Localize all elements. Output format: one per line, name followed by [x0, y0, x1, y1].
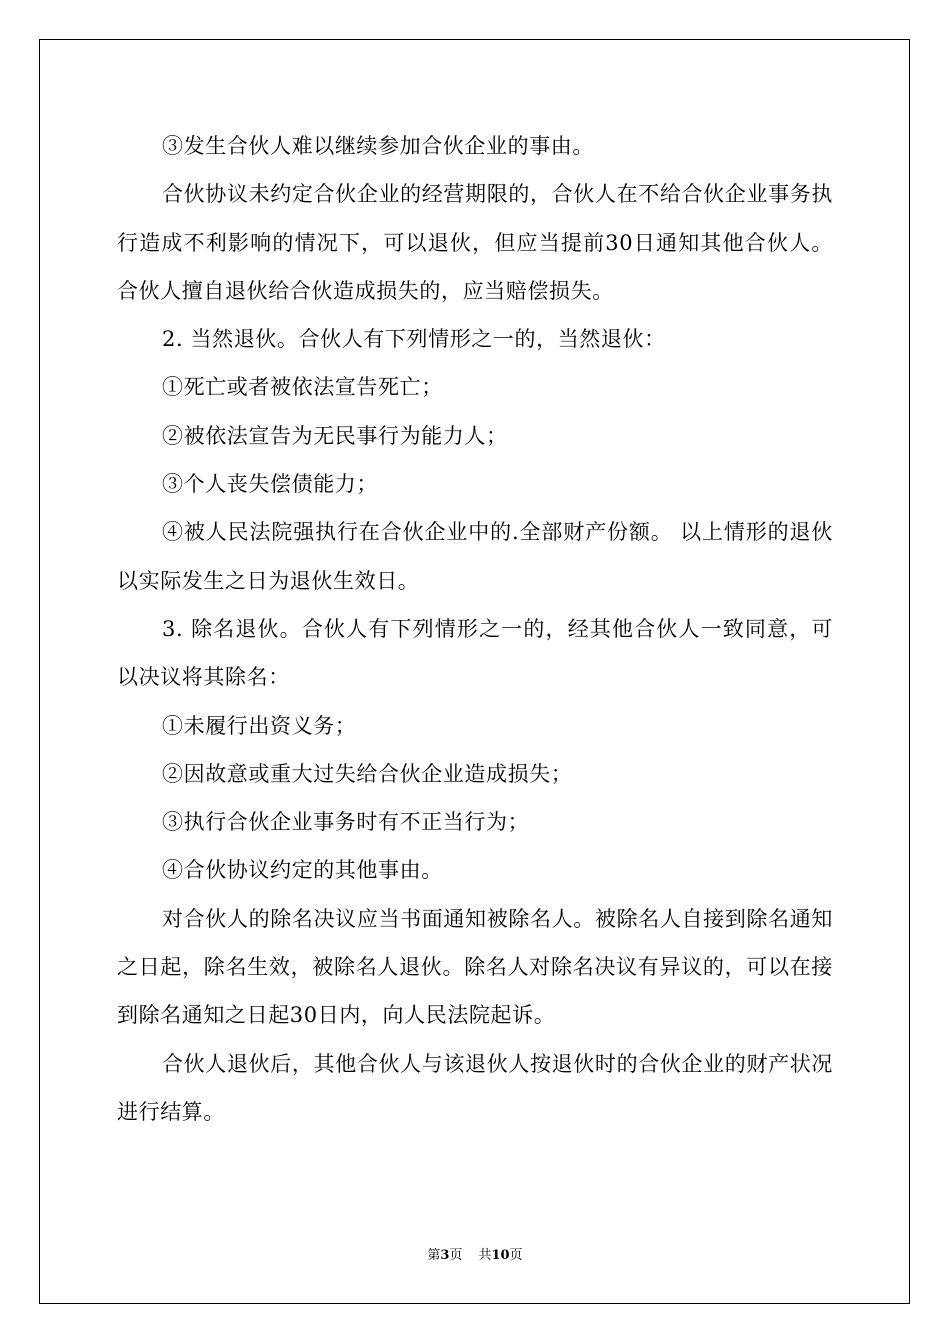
paragraph: 对合伙人的除名决议应当书面通知被除名人。被除名人自接到除名通知之日起，除名生效，被除名人退伙。除名人对除名决议有异议的，可以在接到除名通知之日起30日内，向人民法院起诉。 — [117, 906, 833, 1028]
page-footer — [0, 1248, 950, 1264]
paragraph: ③个人丧失偿债能力； — [162, 472, 378, 497]
paragraph: ③发生合伙人难以继续参加合伙企业的事由。 — [162, 134, 594, 158]
total-suffix: 页 — [509, 1248, 523, 1263]
page-number: 3 — [440, 1248, 450, 1263]
paragraph: ④合伙协议约定的其他事由。 — [162, 858, 443, 883]
total-prefix: 共 — [478, 1248, 492, 1263]
paragraph: 合伙人退伙后，其他合伙人与该退伙人按退伙时的合伙企业的财产状况进行结算。 — [117, 1051, 833, 1124]
paragraph: 3. 除名退伙。合伙人有下列情形之一的，经其他合伙人一致同意，可以决议将其除名： — [117, 616, 833, 690]
paragraph: ②被依法宣告为无民事行为能力人； — [162, 423, 508, 448]
document-body — [117, 122, 833, 1136]
paragraph: ③执行合伙企业事务时有不正当行为； — [162, 810, 530, 835]
page-prefix: 第 — [427, 1248, 441, 1263]
paragraph: 2. 当然退伙。合伙人有下列情形之一的，当然退伙： — [162, 327, 666, 352]
paragraph: ④被人民法院强执行在合伙企业中的.全部财产份额。 以上情形的退伙以实际发生之日为退伙生效日。 — [117, 520, 833, 593]
paragraph: 合伙协议未约定合伙企业的经营期限的，合伙人在不给合伙企业事务执行造成不利影响的情况下，可以退伙，但应当提前30日通知其他合伙人。合伙人擅自退伙给合伙造成损失的，应当赔偿损失。 — [117, 182, 833, 303]
paragraph: ①未履行出资义务； — [162, 713, 357, 738]
paragraph: ②因故意或重大过失给合伙企业造成损失； — [162, 761, 573, 786]
page-suffix: 页 — [449, 1248, 463, 1263]
paragraph: ①死亡或者被依法宣告死亡； — [162, 375, 443, 400]
total-pages: 10 — [491, 1248, 510, 1263]
